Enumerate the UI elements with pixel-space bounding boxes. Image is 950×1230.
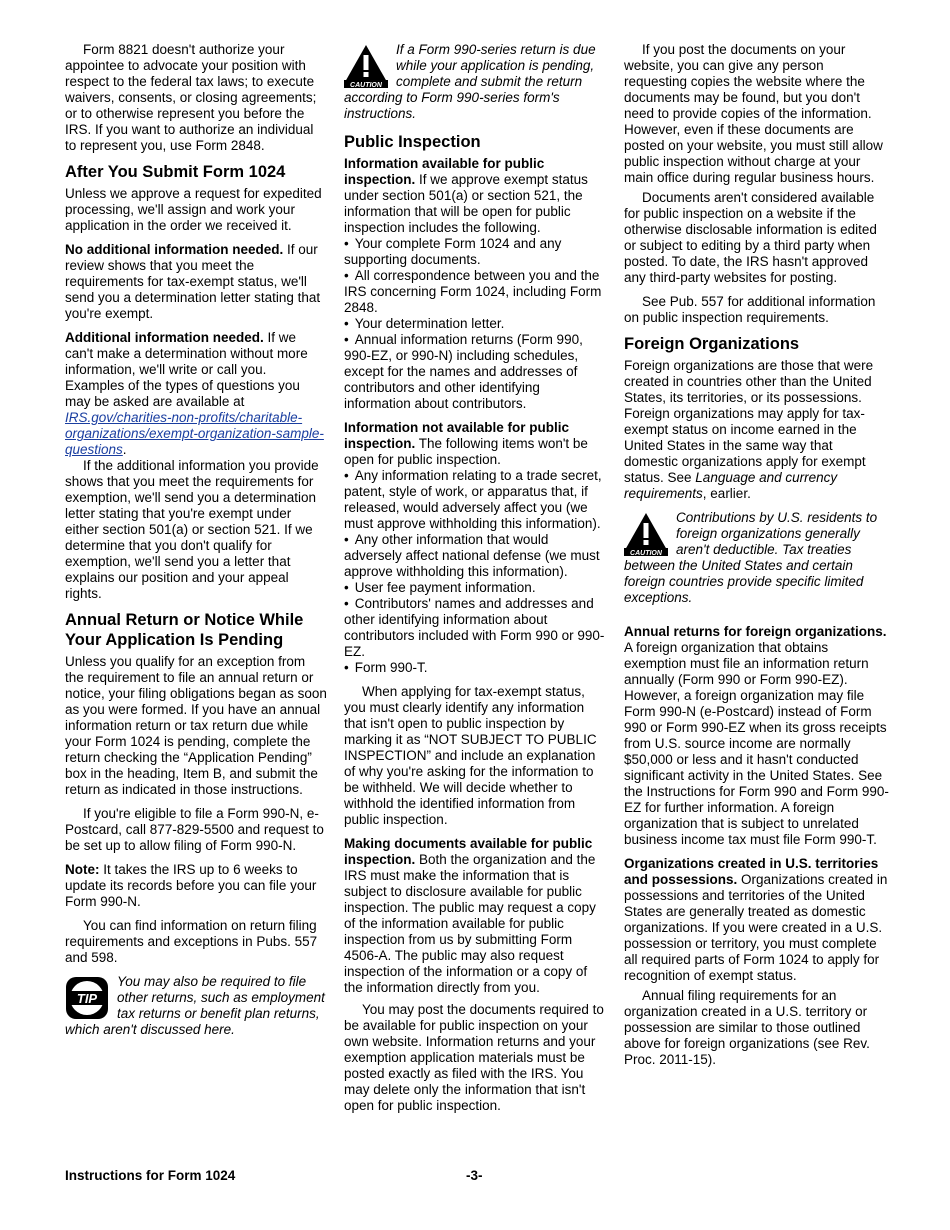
paragraph-territories bbox=[624, 856, 890, 984]
column-3 bbox=[624, 42, 890, 1076]
heading-foreign-organizations: Foreign Organizations bbox=[624, 335, 800, 353]
paragraph: You may post the documents required to be available for public inspection on your own website. Information returns and your exemption application materials must be posted exactly as filed with the IRS. You may delete only the information that isn't open for public inspection. bbox=[344, 1002, 604, 1113]
column-2 bbox=[344, 42, 606, 1122]
list-item: • Annual information returns (Form 990, 990-EZ, or 990-N) including schedules, except for the names and addresses of contributors and other identifying information about contributors. bbox=[344, 332, 606, 412]
paragraph-info-available bbox=[344, 156, 606, 236]
paragraph-text: Both the organization and the IRS must make the information that is subject to disclosure available for public inspection. The public may request a copy of the information available for public inspection from us by submitting Form 4506-A. The public may also request inspection of the information or a copy of the information directly from you. bbox=[344, 852, 596, 995]
cross-reference: Language and currency requirements bbox=[624, 470, 838, 501]
list-item: • User fee payment information. bbox=[344, 580, 606, 596]
run-in-heading: Information not available for public inspection. bbox=[344, 420, 570, 451]
caution-text: If a Form 990-series return is due while your application is pending, complete and submit the return according to Form 990-series form's instructions. bbox=[344, 42, 596, 121]
page-footer bbox=[65, 1168, 890, 1184]
heading-annual-return: Annual Return or Notice While Your Application Is Pending bbox=[65, 611, 304, 649]
heading-public-inspection: Public Inspection bbox=[344, 133, 481, 151]
paragraph-text: The following items won't be open for public inspection. bbox=[344, 436, 588, 467]
footer-title: Instructions for Form 1024 bbox=[65, 1168, 236, 1183]
paragraph-foreign bbox=[624, 358, 890, 502]
available-items-list bbox=[344, 236, 606, 412]
paragraph-info-not-available bbox=[344, 420, 606, 468]
list-item: • Any other information that would adversely affect national defense (we must approve withholding this information). bbox=[344, 532, 606, 580]
caution-icon-label: CAUTION bbox=[630, 550, 662, 556]
caution-text: Contributions by U.S. residents to foreign organizations generally aren't deductible. Tax treaties between the United States and certain foreign countries provide specific limited exceptions. bbox=[624, 510, 878, 605]
list-item: • Contributors' names and addresses and other identifying information about contributors included with Form 990 or 990-EZ. bbox=[344, 596, 606, 660]
paragraph-text: , earlier. bbox=[702, 486, 751, 501]
list-item: • All correspondence between you and the IRS concerning Form 1024, including Form 2848. bbox=[344, 268, 606, 316]
paragraph-text: Foreign organizations are those that were created in countries other than the United States, its territories, or its possessions. Foreign organizations may apply for tax-exempt status on income earned in the United States in the same way that domestic organizations apply for exempt status. See bbox=[624, 358, 874, 485]
paragraph-additional-info bbox=[65, 330, 327, 458]
list-item: • Any information relating to a trade secret, patent, style of work, or apparatus that, if released, would adversely affect you (we must approve withholding this information). bbox=[344, 468, 606, 532]
run-in-heading: Information available for public inspection. bbox=[344, 156, 545, 187]
tip-note bbox=[65, 974, 327, 1038]
run-in-heading: Making documents available for public inspection. bbox=[344, 836, 593, 867]
paragraph: Annual filing requirements for an organization created in a U.S. territory or possession are similar to those outlined above for foreign organizations (see Rev. Proc. 2011-15). bbox=[624, 988, 870, 1067]
list-item: • Form 990-T. bbox=[344, 660, 606, 676]
page-number: -3- bbox=[466, 1168, 483, 1183]
paragraph-note bbox=[65, 862, 327, 910]
paragraph: Documents aren't considered available for public inspection on a website if the otherwise disclosable information is edited or subject to editing by a third party when posted. To date, the IRS hasn't approved any third-party websites for posting. bbox=[624, 190, 877, 285]
paragraph: Unless you qualify for an exception from the requirement to file an annual return or notice, your filing obligations began as soon as you were formed. If you have an annual information return or tax return due while your Form 1024 is pending, complete the return checking the “Application Pending” box in the heading, Item B, and submit the return as indicated in those instructions. bbox=[65, 654, 327, 797]
paragraph: If you post the documents on your website, you can give any person requesting copies the website where the documents may be found, but you don't need to provide copies of the information. However, even if these documents are posted on your website, you must still allow public inspection without charge at your main office during regular business hours. bbox=[624, 42, 883, 185]
paragraph-no-additional-info bbox=[65, 242, 327, 322]
list-item: • Your complete Form 1024 and any supporting documents. bbox=[344, 236, 606, 268]
paragraph-making-available bbox=[344, 836, 606, 996]
paragraph: When applying for tax-exempt status, you must clearly identify any information that isn't open to public inspection by marking it as “NOT SUBJECT TO PUBLIC INSPECTION” and include an explanation of why you're asking for the information to be withheld. We will decide whether to withhold the identified information from public inspection. bbox=[344, 684, 597, 827]
paragraph: Unless we approve a request for expedited processing, we'll assign and work your application in the order we received it. bbox=[65, 186, 322, 233]
tip-icon bbox=[65, 976, 109, 1020]
paragraph: See Pub. 557 for additional information on public inspection requirements. bbox=[624, 294, 876, 325]
paragraph-text: If we can't make a determination without more information, we'll write or call you. Examples of the types of questions you may be asked are available at bbox=[65, 330, 308, 409]
paragraph-text: . bbox=[122, 442, 127, 457]
tip-text: You may also be required to file other returns, such as employment tax returns or benefit plan returns, which aren't discussed here. bbox=[65, 974, 325, 1037]
paragraph-text: It takes the IRS up to 6 weeks to update its records before you can file your Form 990-N. bbox=[65, 862, 317, 909]
caution-note bbox=[624, 510, 890, 606]
paragraph-text: A foreign organization that obtains exemption must file an information return annually (Form 990 or Form 990-EZ). However, a foreign organization may file Form 990-N (e-Postcard) instead of Form 990 or Form 990-EZ when its gross receipts from U.S. source income are normally $50,000 or less and it hasn't conducted significant activity in the United States. See the Instructions for Form 990 and Form 990-EZ for further information. A foreign organization that is subject to unrelated business income tax must file Form 990-T. bbox=[624, 640, 889, 847]
paragraph: If the additional information you provide shows that you meet the requirements for exemption, we'll send you a determination letter stating that you're exempt under either section 501(a) or section 521. If we determine that you don't qualify for exemption, we'll send you a letter that explains our position and your appeal rights. bbox=[65, 458, 319, 601]
not-available-items-list bbox=[344, 468, 606, 676]
caution-note bbox=[344, 42, 606, 122]
run-in-heading: Organizations created in U.S. territories and possessions. bbox=[624, 856, 879, 887]
caution-icon bbox=[624, 512, 668, 556]
sample-questions-link[interactable]: IRS.gov/charities-non-profits/charitable-organizations/exempt-organization-sample-questions bbox=[65, 410, 324, 457]
note-label: Note: bbox=[65, 862, 100, 877]
paragraph-text: If our review shows that you meet the requirements for tax-exempt status, we'll send you a determination letter stating that you're exempt. bbox=[65, 242, 321, 321]
list-item: • Your determination letter. bbox=[344, 316, 606, 332]
paragraph: You can find information on return filing requirements and exceptions in Pubs. 557 and 598. bbox=[65, 918, 318, 965]
paragraph: Form 8821 doesn't authorize your appointee to advocate your position with respect to the federal tax laws; to execute waivers, consents, or closing agreements; or to otherwise represent you before the IRS. If you want to authorize an individual to represent you, use Form 2848. bbox=[65, 42, 317, 153]
paragraph-annual-foreign bbox=[624, 624, 890, 848]
tip-icon-label: TIP bbox=[76, 991, 98, 1006]
paragraph: If you're eligible to file a Form 990-N, e-Postcard, call 877-829-5500 and request to be set up to allow filing of Form 990-N. bbox=[65, 806, 324, 853]
caution-icon bbox=[344, 44, 388, 88]
column-1 bbox=[65, 42, 327, 1048]
run-in-heading: Additional information needed. bbox=[65, 330, 264, 345]
caution-icon-label: CAUTION bbox=[350, 82, 382, 88]
paragraph-text: Organizations created in possessions and territories of the United States are generally treated as domestic organizations. If you were created in a U.S. possession or territory, you must complete all required parts of Form 1024 to apply for recognition of exempt status. bbox=[624, 872, 888, 983]
paragraph-text: If we approve exempt status under section 501(a) or section 521, the information that will be open for public inspection includes the following. bbox=[344, 172, 588, 235]
run-in-heading: No additional information needed. bbox=[65, 242, 284, 257]
heading-after-submit: After You Submit Form 1024 bbox=[65, 163, 286, 181]
run-in-heading: Annual returns for foreign organizations. bbox=[624, 624, 887, 639]
